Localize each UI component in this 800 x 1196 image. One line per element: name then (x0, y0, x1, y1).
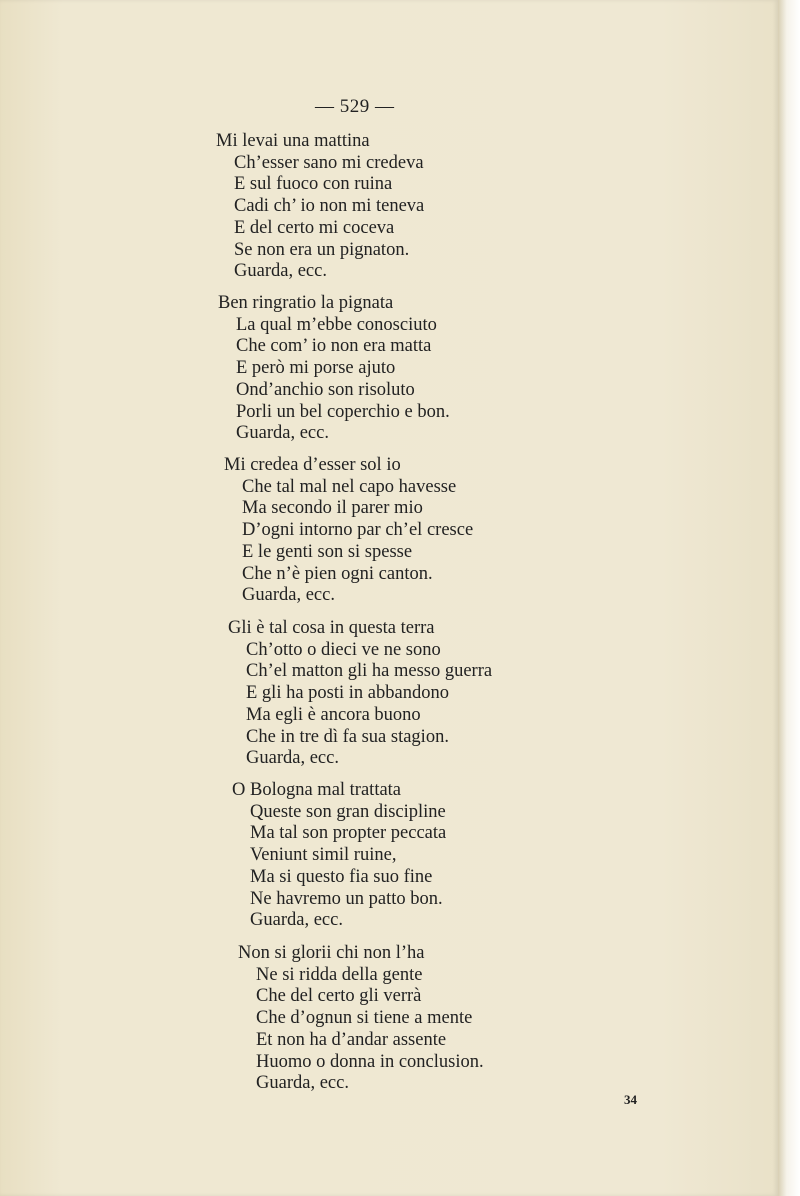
refrain-line: Guarda, ecc. (256, 1073, 349, 1094)
refrain-line: Guarda, ecc. (236, 423, 329, 444)
verse-line: E del certo mi coceva (234, 217, 395, 238)
verse-line: Ch’otto o dieci ve ne sono (246, 639, 441, 660)
stanza-5 (232, 780, 446, 932)
verse-line: Che tal mal nel capo havesse (242, 476, 457, 497)
verse-line: Se non era un pignaton. (234, 239, 410, 260)
verse-line: Cadi ch’ io non mi teneva (234, 196, 425, 217)
refrain-line: Guarda, ecc. (234, 261, 327, 282)
verse-line: D’ogni intorno par ch’el cresce (242, 520, 474, 541)
refrain-line: Guarda, ecc. (250, 910, 343, 931)
verse-line: Ma si questo fia suo fine (250, 866, 433, 887)
verse-line: Ma egli è ancora buono (246, 704, 421, 725)
stanza-3 (224, 455, 473, 607)
verse-line: Mi credea d’esser sol io (224, 455, 401, 475)
refrain-line: Guarda, ecc. (242, 585, 335, 606)
verse-line: Che n’è pien ogni canton. (242, 563, 433, 584)
verse-line: Che in tre dì fa sua stagion. (246, 726, 449, 747)
verse-line: Ne havremo un patto bon. (250, 888, 443, 909)
verse-line: Ma secondo il parer mio (242, 498, 423, 519)
verse-line: Huomo o donna in conclusion. (256, 1051, 484, 1072)
stanza-4 (228, 618, 492, 770)
verse-line: Porli un bel coperchio e bon. (236, 401, 450, 422)
verse-line: La qual m’ebbe conosciuto (236, 314, 437, 335)
verse-line: Gli è tal cosa in questa terra (228, 618, 435, 638)
verse-line: Ch’esser sano mi credeva (234, 152, 424, 173)
verse-line: Mi levai una mattina (216, 131, 370, 151)
stanza-2 (218, 293, 450, 445)
verse-line: E sul fuoco con ruina (234, 174, 393, 195)
verse-line: Veniunt simil ruine, (250, 845, 397, 866)
verse-line: Ben ringratio la pignata (218, 293, 394, 313)
verse-line: Queste son gran discipline (250, 801, 446, 822)
verse-line: Ne si ridda della gente (256, 964, 423, 985)
verse-line: Che com’ io non era matta (236, 336, 432, 357)
verse-line: Che d’ognun si tiene a mente (256, 1008, 473, 1029)
verse-line: Et non ha d’andar assente (256, 1029, 447, 1050)
verse-line: Non si glorii chi non l’ha (238, 943, 425, 963)
verse-line: E le genti son si spesse (242, 541, 413, 562)
verse-line: Ch’el matton gli ha messo guerra (246, 661, 493, 682)
stanza-6 (238, 943, 484, 1095)
verse-line: E però mi porse ajuto (236, 358, 396, 379)
verse-line: Che del certo gli verrà (256, 986, 422, 1007)
signature-mark: 34 (624, 1092, 637, 1107)
verse-line: E gli ha posti in abbandono (246, 683, 449, 704)
verse-line: Ond’anchio son risoluto (236, 379, 415, 400)
verse-line: Ma tal son propter peccata (250, 823, 447, 844)
stanza-1 (216, 131, 424, 283)
refrain-line: Guarda, ecc. (246, 748, 339, 769)
verse-line: O Bologna mal trattata (232, 780, 402, 800)
page-edge (778, 0, 800, 1196)
page-number: — 529 — (315, 96, 395, 117)
